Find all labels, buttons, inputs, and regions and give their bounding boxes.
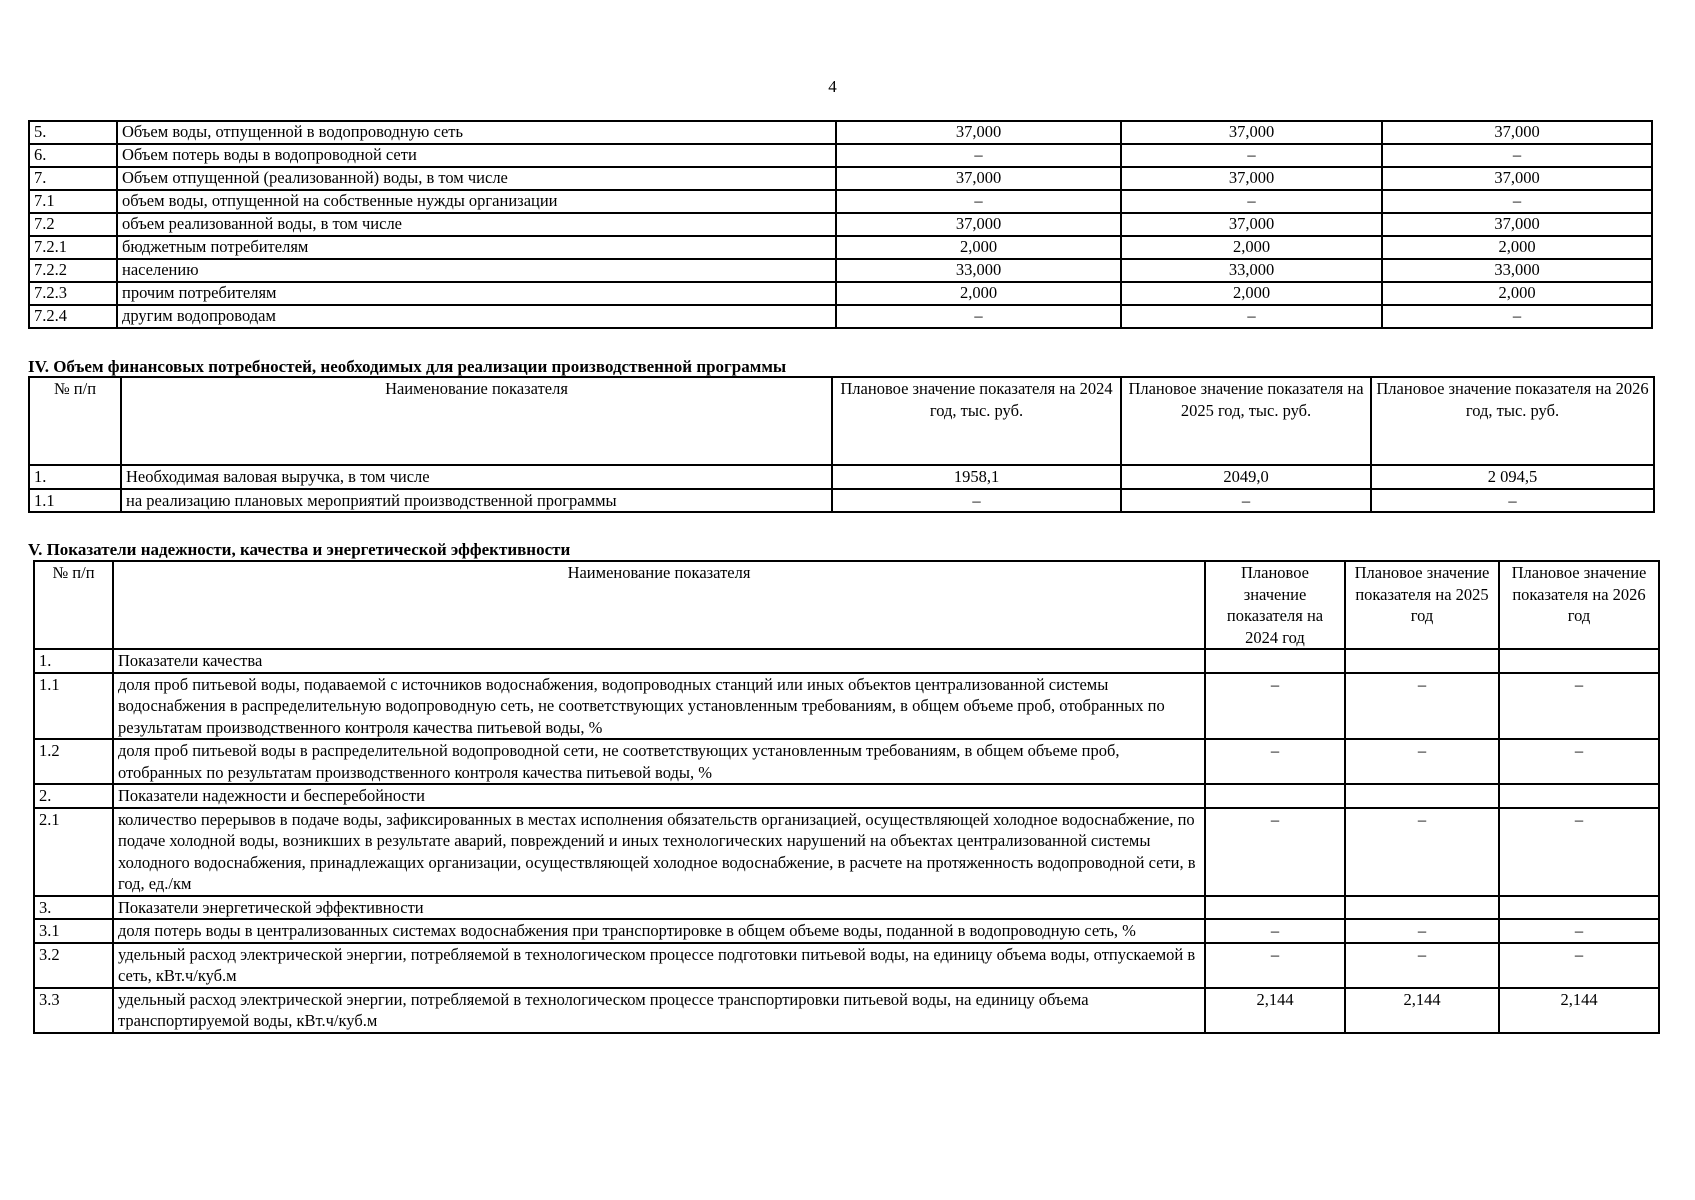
row-number: 7.2: [29, 213, 117, 236]
page-number: 4: [828, 77, 837, 96]
row-value-2025: [1345, 784, 1499, 808]
row-value-2025: –: [1345, 673, 1499, 740]
row-value-2024: –: [836, 144, 1121, 167]
row-value-2026: 37,000: [1382, 167, 1652, 190]
header-plan-2026: Плановое значение показателя на 2026 год, тыс. руб.: [1371, 377, 1654, 465]
row-value-2025: 2,144: [1345, 988, 1499, 1033]
row-number: 7.2.2: [29, 259, 117, 282]
row-value-2024: –: [836, 190, 1121, 213]
table-row: [29, 489, 1654, 513]
row-value-2025: [1345, 896, 1499, 920]
row-value-2026: 37,000: [1382, 121, 1652, 144]
row-name: доля потерь воды в централизованных системах водоснабжения при транспортировке в общем объеме воды, поданной в водопроводную сеть, %: [113, 919, 1205, 943]
row-value-2026: –: [1382, 190, 1652, 213]
table-row: [34, 988, 1659, 1033]
row-value-2024: –: [1205, 919, 1345, 943]
row-value-2024: [1205, 649, 1345, 673]
row-value-2026: 2 094,5: [1371, 465, 1654, 489]
table-row: [29, 213, 1652, 236]
row-value-2025: –: [1345, 943, 1499, 988]
row-name: доля проб питьевой воды в распределительной водопроводной сети, не соответствующих установленным требованиям, в общем объеме проб, отобранных по результатам производственного контроля качества питьевой воды, %: [113, 739, 1205, 784]
header-num: № п/п: [34, 561, 113, 649]
row-value-2025: –: [1345, 739, 1499, 784]
table-row: [29, 282, 1652, 305]
table-row: [34, 919, 1659, 943]
row-value-2024: 2,000: [836, 236, 1121, 259]
table-row: [34, 739, 1659, 784]
row-value-2025: 37,000: [1121, 213, 1382, 236]
water-volume-table: [28, 120, 1653, 329]
row-number: 2.: [34, 784, 113, 808]
row-value-2026: –: [1382, 144, 1652, 167]
row-value-2025: –: [1121, 305, 1382, 328]
row-value-2025: –: [1121, 144, 1382, 167]
row-value-2026: –: [1499, 943, 1659, 988]
row-value-2024: 37,000: [836, 121, 1121, 144]
row-name: Объем потерь воды в водопроводной сети: [117, 144, 836, 167]
row-name: Объем воды, отпущенной в водопроводную сеть: [117, 121, 836, 144]
row-number: 2.1: [34, 808, 113, 896]
row-value-2025: 33,000: [1121, 259, 1382, 282]
table-row: [34, 943, 1659, 988]
header-name: Наименование показателя: [121, 377, 832, 465]
header-name: Наименование показателя: [113, 561, 1205, 649]
row-value-2025: 2049,0: [1121, 465, 1371, 489]
row-name: количество перерывов в подаче воды, зафиксированных в местах исполнения обязательств организацией, осуществляющей холодное водоснабжение, по подаче холодной воды, возникших в результате аварий, повреждений и иных технологических нарушений на объектах централизованной системы холодного водоснабжения, принадлежащих организации, осуществляющей холодное водоснабжение, в расчете на протяженность водопроводной сети, в год, ед./км: [113, 808, 1205, 896]
row-value-2025: –: [1345, 808, 1499, 896]
row-value-2025: 37,000: [1121, 167, 1382, 190]
row-value-2026: 2,000: [1382, 236, 1652, 259]
table-row: [34, 649, 1659, 673]
row-value-2026: –: [1499, 673, 1659, 740]
row-value-2025: 2,000: [1121, 236, 1382, 259]
row-name: прочим потребителям: [117, 282, 836, 305]
row-number: 3.2: [34, 943, 113, 988]
row-value-2025: 2,000: [1121, 282, 1382, 305]
row-value-2026: –: [1499, 808, 1659, 896]
row-name: Необходимая валовая выручка, в том числе: [121, 465, 832, 489]
table-header-row: [29, 377, 1654, 465]
row-name: удельный расход электрической энергии, потребляемой в технологическом процессе транспортировки питьевой воды, на единицу объема транспортируемой воды, кВт.ч/куб.м: [113, 988, 1205, 1033]
row-value-2024: 2,000: [836, 282, 1121, 305]
financial-needs-table: [28, 376, 1655, 513]
row-value-2026: 2,144: [1499, 988, 1659, 1033]
row-value-2026: 33,000: [1382, 259, 1652, 282]
row-value-2024: [1205, 784, 1345, 808]
table-row: [34, 808, 1659, 896]
row-number: 1.: [34, 649, 113, 673]
section-4-title: IV. Объем финансовых потребностей, необходимых для реализации производственной программы: [28, 357, 787, 376]
table-row: [29, 305, 1652, 328]
row-value-2024: 37,000: [836, 213, 1121, 236]
reliability-quality-table: [33, 560, 1660, 1034]
row-number: 7.1: [29, 190, 117, 213]
table-row: [29, 465, 1654, 489]
row-value-2024: –: [1205, 808, 1345, 896]
row-value-2024: –: [836, 305, 1121, 328]
financial-needs-table-body: [29, 465, 1654, 512]
row-value-2024: –: [1205, 943, 1345, 988]
row-number: 1.: [29, 465, 121, 489]
row-value-2025: 37,000: [1121, 121, 1382, 144]
row-value-2024: 1958,1: [832, 465, 1121, 489]
row-number: 6.: [29, 144, 117, 167]
row-value-2026: [1499, 896, 1659, 920]
table-row: [29, 167, 1652, 190]
header-plan-2025: Плановое значение показателя на 2025 год, тыс. руб.: [1121, 377, 1371, 465]
row-value-2026: –: [1382, 305, 1652, 328]
reliability-quality-table-body: [34, 649, 1659, 1033]
row-name: доля проб питьевой воды, подаваемой с источников водоснабжения, водопроводных станций или иных объектов централизованной системы водоснабжения в распределительную водопроводную сеть, не соответствующих установленным требованиям, в общем объеме проб, отобранных по результатам производственного контроля качества питьевой воды, %: [113, 673, 1205, 740]
row-value-2024: 37,000: [836, 167, 1121, 190]
table-row: [29, 259, 1652, 282]
row-value-2025: –: [1121, 190, 1382, 213]
row-value-2026: –: [1371, 489, 1654, 513]
row-value-2024: –: [832, 489, 1121, 513]
row-name: Показатели надежности и бесперебойности: [113, 784, 1205, 808]
row-name: населению: [117, 259, 836, 282]
table-row: [29, 121, 1652, 144]
row-name: на реализацию плановых мероприятий производственной программы: [121, 489, 832, 513]
row-value-2026: 37,000: [1382, 213, 1652, 236]
row-value-2025: –: [1121, 489, 1371, 513]
section-5-title: V. Показатели надежности, качества и энергетической эффективности: [28, 540, 571, 559]
row-value-2024: [1205, 896, 1345, 920]
row-value-2025: [1345, 649, 1499, 673]
row-name: Показатели качества: [113, 649, 1205, 673]
table-row: [34, 784, 1659, 808]
row-value-2026: [1499, 784, 1659, 808]
row-number: 5.: [29, 121, 117, 144]
row-value-2024: –: [1205, 673, 1345, 740]
row-name: объем воды, отпущенной на собственные нужды организации: [117, 190, 836, 213]
row-number: 1.2: [34, 739, 113, 784]
row-number: 3.1: [34, 919, 113, 943]
row-number: 3.: [34, 896, 113, 920]
row-value-2026: [1499, 649, 1659, 673]
row-name: другим водопроводам: [117, 305, 836, 328]
header-plan-2026: Плановое значение показателя на 2026 год: [1499, 561, 1659, 649]
row-value-2026: –: [1499, 739, 1659, 784]
row-number: 3.3: [34, 988, 113, 1033]
row-number: 1.1: [29, 489, 121, 513]
table-row: [29, 190, 1652, 213]
row-name: удельный расход электрической энергии, потребляемой в технологическом процессе подготовки питьевой воды, на единицу объема воды, отпускаемой в сеть, кВт.ч/куб.м: [113, 943, 1205, 988]
row-value-2024: 33,000: [836, 259, 1121, 282]
table-row: [29, 236, 1652, 259]
row-value-2026: –: [1499, 919, 1659, 943]
header-plan-2025: Плановое значение показателя на 2025 год: [1345, 561, 1499, 649]
header-plan-2024: Плановое значение показателя на 2024 год: [1205, 561, 1345, 649]
row-value-2026: 2,000: [1382, 282, 1652, 305]
water-volume-table-body: [29, 121, 1652, 328]
row-number: 7.2.1: [29, 236, 117, 259]
row-name: бюджетным потребителям: [117, 236, 836, 259]
table-row: [34, 673, 1659, 740]
row-value-2025: –: [1345, 919, 1499, 943]
table-row: [34, 896, 1659, 920]
row-number: 7.: [29, 167, 117, 190]
row-number: 7.2.4: [29, 305, 117, 328]
row-value-2024: 2,144: [1205, 988, 1345, 1033]
row-name: объем реализованной воды, в том числе: [117, 213, 836, 236]
row-name: Показатели энергетической эффективности: [113, 896, 1205, 920]
table-header-row: [34, 561, 1659, 649]
table-row: [29, 144, 1652, 167]
row-number: 7.2.3: [29, 282, 117, 305]
row-number: 1.1: [34, 673, 113, 740]
header-num: № п/п: [29, 377, 121, 465]
row-value-2024: –: [1205, 739, 1345, 784]
row-name: Объем отпущенной (реализованной) воды, в том числе: [117, 167, 836, 190]
header-plan-2024: Плановое значение показателя на 2024 год, тыс. руб.: [832, 377, 1121, 465]
